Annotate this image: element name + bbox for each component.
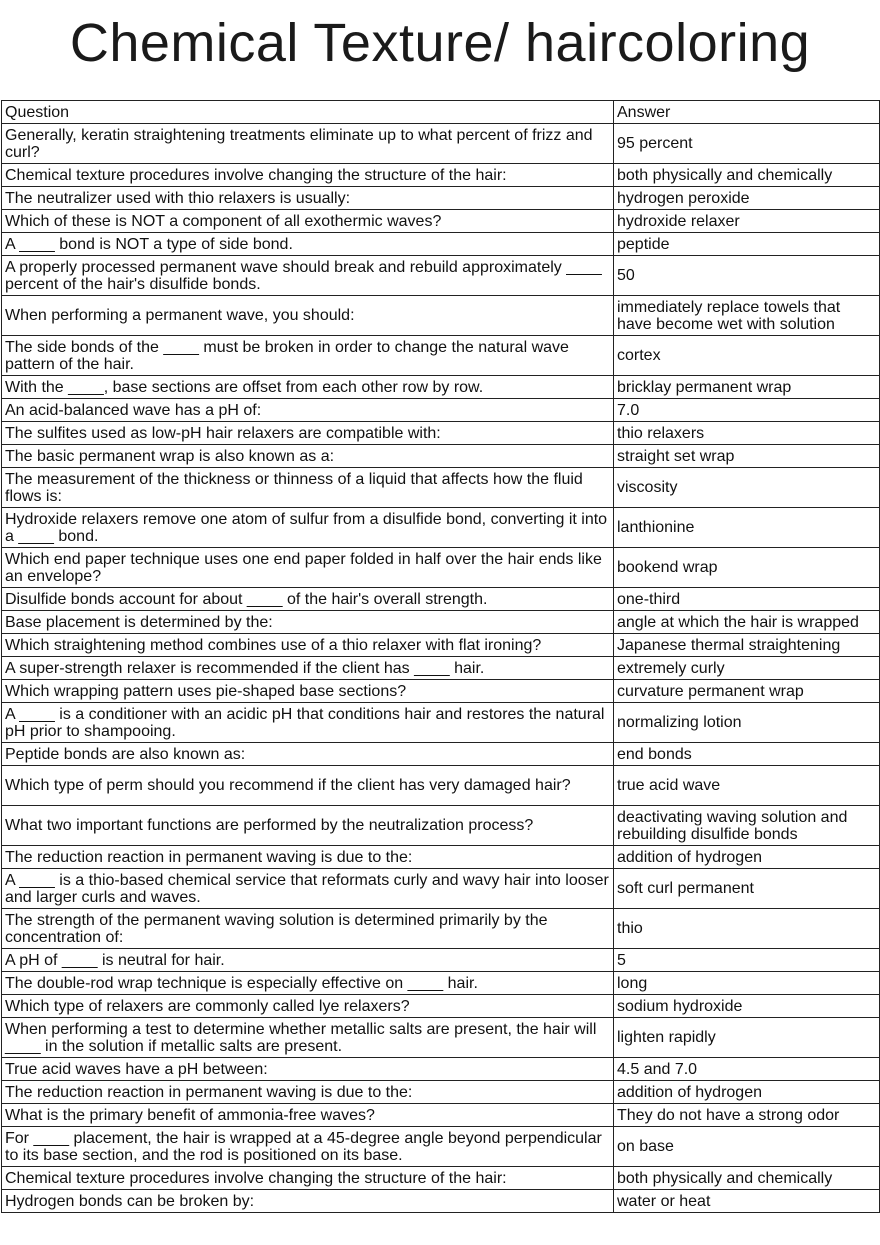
question-cell: Which straightening method combines use of a thio relaxer with flat ironing? bbox=[2, 634, 614, 657]
question-cell: Hydroxide relaxers remove one atom of sulfur from a disulfide bond, converting it into a ____ bond. bbox=[2, 508, 614, 548]
answer-cell: addition of hydrogen bbox=[614, 846, 880, 869]
table-row bbox=[2, 445, 880, 468]
table-row bbox=[2, 1167, 880, 1190]
answer-cell: deactivating waving solution and rebuilding disulfide bonds bbox=[614, 806, 880, 846]
table-row bbox=[2, 1190, 880, 1213]
answer-cell: hydroxide relaxer bbox=[614, 210, 880, 233]
answer-cell: on base bbox=[614, 1127, 880, 1167]
header-row bbox=[2, 101, 880, 124]
table-row bbox=[2, 588, 880, 611]
question-cell: A ____ is a thio-based chemical service that reformats curly and wavy hair into looser and larger curls and waves. bbox=[2, 869, 614, 909]
question-cell: The neutralizer used with thio relaxers is usually: bbox=[2, 187, 614, 210]
answer-cell: 7.0 bbox=[614, 399, 880, 422]
table-row bbox=[2, 611, 880, 634]
question-cell: True acid waves have a pH between: bbox=[2, 1058, 614, 1081]
question-cell: Hydrogen bonds can be broken by: bbox=[2, 1190, 614, 1213]
question-cell: Which of these is NOT a component of all exothermic waves? bbox=[2, 210, 614, 233]
table-row bbox=[2, 1058, 880, 1081]
question-cell: Generally, keratin straightening treatments eliminate up to what percent of frizz and curl? bbox=[2, 124, 614, 164]
table-row bbox=[2, 1018, 880, 1058]
page-title: Chemical Texture/ haircoloring bbox=[69, 13, 811, 73]
answer-cell: bricklay permanent wrap bbox=[614, 376, 880, 399]
answer-cell: 50 bbox=[614, 256, 880, 296]
answer-cell: sodium hydroxide bbox=[614, 995, 880, 1018]
table-row bbox=[2, 949, 880, 972]
question-cell: A ____ bond is NOT a type of side bond. bbox=[2, 233, 614, 256]
answer-cell: one-third bbox=[614, 588, 880, 611]
answer-cell: water or heat bbox=[614, 1190, 880, 1213]
question-cell: The side bonds of the ____ must be broken in order to change the natural wave pattern of the hair. bbox=[2, 336, 614, 376]
question-cell: Which type of relaxers are commonly called lye relaxers? bbox=[2, 995, 614, 1018]
question-cell: The reduction reaction in permanent waving is due to the: bbox=[2, 846, 614, 869]
table-row bbox=[2, 256, 880, 296]
answer-cell: extremely curly bbox=[614, 657, 880, 680]
answer-cell: true acid wave bbox=[614, 766, 880, 806]
question-cell: Which type of perm should you recommend if the client has very damaged hair? bbox=[2, 766, 614, 806]
table-row bbox=[2, 508, 880, 548]
answer-cell: both physically and chemically bbox=[614, 1167, 880, 1190]
answer-cell: thio bbox=[614, 909, 880, 949]
question-cell: Which end paper technique uses one end paper folded in half over the hair ends like an envelope? bbox=[2, 548, 614, 588]
table-row bbox=[2, 634, 880, 657]
question-cell: For ____ placement, the hair is wrapped at a 45-degree angle beyond perpendicular to its base section, and the rod is positioned on its base. bbox=[2, 1127, 614, 1167]
table-row bbox=[2, 376, 880, 399]
answer-cell: hydrogen peroxide bbox=[614, 187, 880, 210]
question-cell: What is the primary benefit of ammonia-free waves? bbox=[2, 1104, 614, 1127]
table-row bbox=[2, 680, 880, 703]
table-row bbox=[2, 657, 880, 680]
answer-cell: angle at which the hair is wrapped bbox=[614, 611, 880, 634]
answer-cell: end bonds bbox=[614, 743, 880, 766]
table-row bbox=[2, 399, 880, 422]
table-row bbox=[2, 164, 880, 187]
answer-cell: bookend wrap bbox=[614, 548, 880, 588]
table-row bbox=[2, 1127, 880, 1167]
table-row bbox=[2, 743, 880, 766]
question-cell: A super-strength relaxer is recommended if the client has ____ hair. bbox=[2, 657, 614, 680]
question-cell: An acid-balanced wave has a pH of: bbox=[2, 399, 614, 422]
answer-cell: lanthionine bbox=[614, 508, 880, 548]
table-row bbox=[2, 909, 880, 949]
table-row bbox=[2, 296, 880, 336]
answer-cell: addition of hydrogen bbox=[614, 1081, 880, 1104]
answer-cell: peptide bbox=[614, 233, 880, 256]
table-row bbox=[2, 766, 880, 806]
question-cell: Chemical texture procedures involve changing the structure of the hair: bbox=[2, 1167, 614, 1190]
qa-table-body bbox=[2, 101, 880, 1213]
answer-cell: soft curl permanent bbox=[614, 869, 880, 909]
table-row bbox=[2, 124, 880, 164]
answer-cell: 95 percent bbox=[614, 124, 880, 164]
question-cell: The sulfites used as low-pH hair relaxers are compatible with: bbox=[2, 422, 614, 445]
answer-cell: Japanese thermal straightening bbox=[614, 634, 880, 657]
question-cell: What two important functions are performed by the neutralization process? bbox=[2, 806, 614, 846]
qa-table bbox=[1, 100, 880, 1213]
question-cell: When performing a permanent wave, you should: bbox=[2, 296, 614, 336]
answer-cell: immediately replace towels that have become wet with solution bbox=[614, 296, 880, 336]
table-row bbox=[2, 703, 880, 743]
table-row bbox=[2, 422, 880, 445]
answer-cell: both physically and chemically bbox=[614, 164, 880, 187]
answer-cell: normalizing lotion bbox=[614, 703, 880, 743]
table-row bbox=[2, 995, 880, 1018]
answer-cell: 4.5 and 7.0 bbox=[614, 1058, 880, 1081]
question-cell: When performing a test to determine whether metallic salts are present, the hair will ____ in the solution if metallic salts are present. bbox=[2, 1018, 614, 1058]
table-row bbox=[2, 548, 880, 588]
question-cell: The reduction reaction in permanent waving is due to the: bbox=[2, 1081, 614, 1104]
question-cell: A properly processed permanent wave should break and rebuild approximately ____ percent of the hair's disulfide bonds. bbox=[2, 256, 614, 296]
question-cell: Base placement is determined by the: bbox=[2, 611, 614, 634]
header-question: Question bbox=[2, 101, 614, 124]
table-row bbox=[2, 1104, 880, 1127]
answer-cell: lighten rapidly bbox=[614, 1018, 880, 1058]
answer-cell: straight set wrap bbox=[614, 445, 880, 468]
table-row bbox=[2, 846, 880, 869]
question-cell: The strength of the permanent waving solution is determined primarily by the concentration of: bbox=[2, 909, 614, 949]
question-cell: A pH of ____ is neutral for hair. bbox=[2, 949, 614, 972]
table-row bbox=[2, 468, 880, 508]
table-row bbox=[2, 806, 880, 846]
table-row bbox=[2, 187, 880, 210]
question-cell: The double-rod wrap technique is especially effective on ____ hair. bbox=[2, 972, 614, 995]
table-row bbox=[2, 210, 880, 233]
header-answer: Answer bbox=[614, 101, 880, 124]
answer-cell: thio relaxers bbox=[614, 422, 880, 445]
question-cell: Disulfide bonds account for about ____ of the hair's overall strength. bbox=[2, 588, 614, 611]
table-row bbox=[2, 869, 880, 909]
table-row bbox=[2, 972, 880, 995]
table-row bbox=[2, 336, 880, 376]
answer-cell: viscosity bbox=[614, 468, 880, 508]
question-cell: Which wrapping pattern uses pie-shaped base sections? bbox=[2, 680, 614, 703]
question-cell: A ____ is a conditioner with an acidic pH that conditions hair and restores the natural pH prior to shampooing. bbox=[2, 703, 614, 743]
question-cell: With the ____, base sections are offset from each other row by row. bbox=[2, 376, 614, 399]
answer-cell: 5 bbox=[614, 949, 880, 972]
answer-cell: curvature permanent wrap bbox=[614, 680, 880, 703]
answer-cell: long bbox=[614, 972, 880, 995]
answer-cell: They do not have a strong odor bbox=[614, 1104, 880, 1127]
table-row bbox=[2, 1081, 880, 1104]
question-cell: Peptide bonds are also known as: bbox=[2, 743, 614, 766]
table-row bbox=[2, 233, 880, 256]
question-cell: The measurement of the thickness or thinness of a liquid that affects how the fluid flows is: bbox=[2, 468, 614, 508]
question-cell: Chemical texture procedures involve changing the structure of the hair: bbox=[2, 164, 614, 187]
answer-cell: cortex bbox=[614, 336, 880, 376]
question-cell: The basic permanent wrap is also known as a: bbox=[2, 445, 614, 468]
